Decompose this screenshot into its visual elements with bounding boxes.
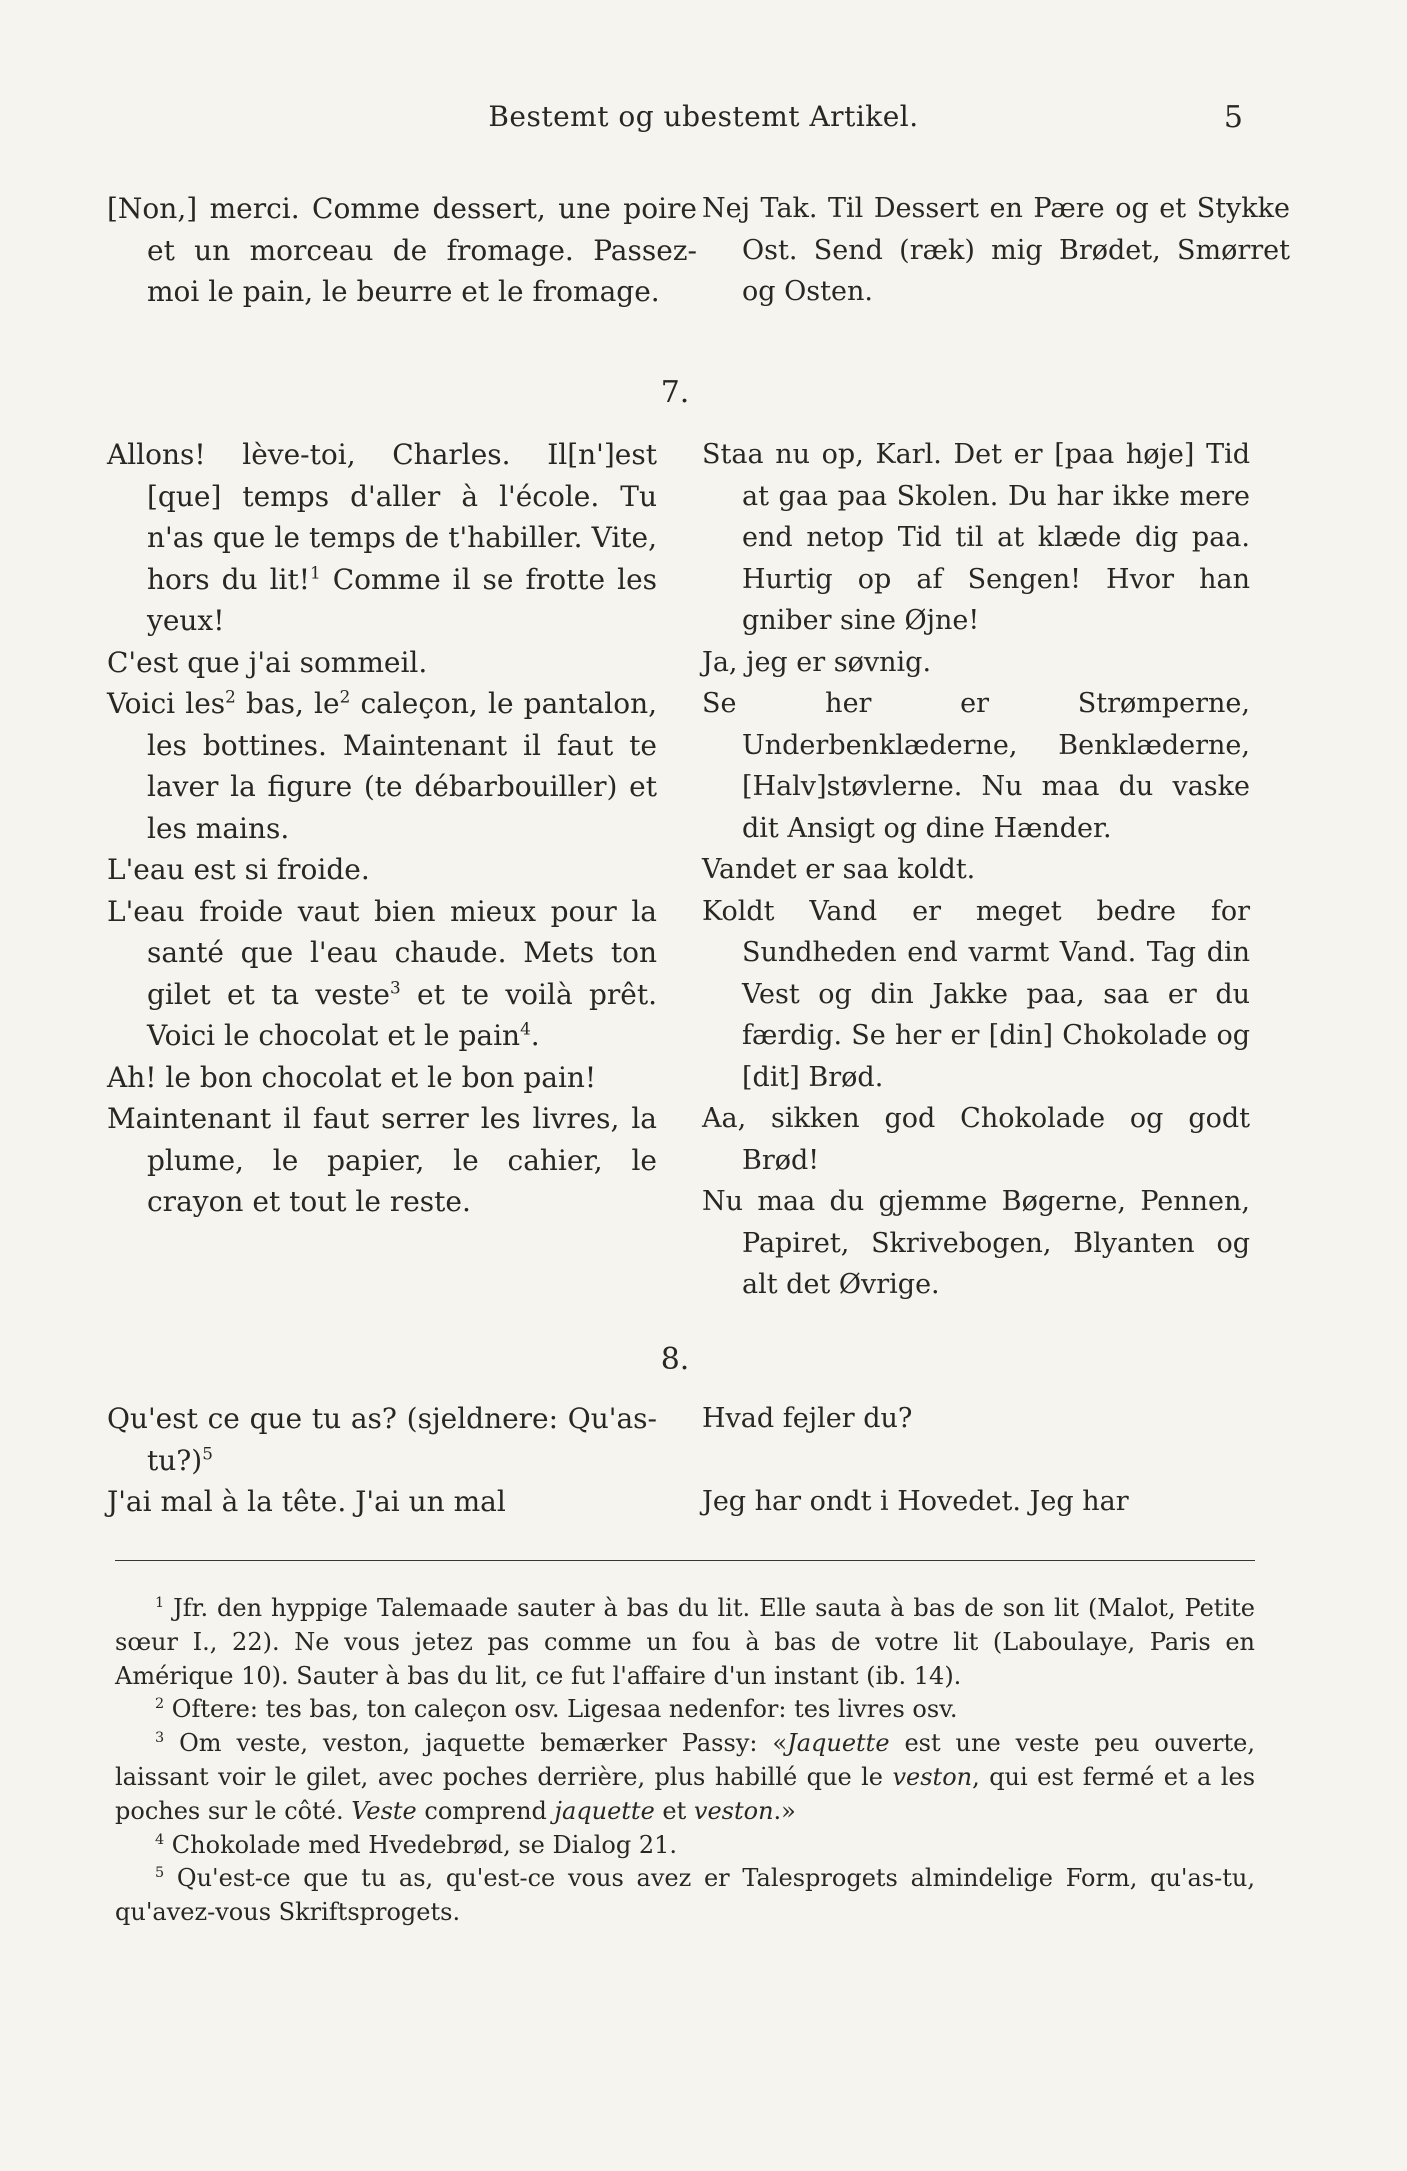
french-column xyxy=(107,434,657,1223)
french-text: [Non,] merci. Comme dessert, une poire et un morceau de fromage. Passez-moi le pain, le beurre et le fromage. xyxy=(107,192,697,308)
french-line: caleçon, le pantalon, les bottines. Maintenant il faut te laver la figure (te débarbouiller) et les mains. xyxy=(147,687,658,845)
footnote-text: .» xyxy=(773,1796,796,1825)
footnote-number: 2 xyxy=(155,1696,165,1713)
danish-entry: Se her er Strømperne, Underbenklæderne, Benklæderne, [Halv]støvlerne. Nu maa du vaske dit Ansigt og dine Hænder. xyxy=(702,688,1250,844)
page-header xyxy=(0,100,1407,140)
danish-text: Nej Tak. Til Dessert en Pære og et Stykke Ost. Send (ræk) mig Brødet, Smørret og Osten. xyxy=(702,193,1290,307)
danish-entry: Aa, sikken god Chokolade og godt Brød! xyxy=(702,1103,1250,1176)
footnote-number: 3 xyxy=(155,1730,165,1747)
footnote-ref: 1 xyxy=(310,562,321,583)
footnote-text: Oftere: tes bas, ton caleçon osv. Ligesaa nedenfor: tes livres osv. xyxy=(171,1695,958,1724)
footnote-italic: veston xyxy=(693,1796,774,1825)
footnote-italic: veston xyxy=(892,1762,973,1791)
french-entry: L'eau est si froide. xyxy=(107,853,370,886)
footnote-2 xyxy=(115,1693,1255,1727)
danish-column xyxy=(702,1398,1250,1523)
footnote-number: 1 xyxy=(155,1595,165,1611)
footnote-text: Jfr. den hyppige Talemaade sauter à bas du lit. Elle sauta à bas de son lit (Malot, Petite sœur I., 22). Ne vous jetez pas comme un fou à bas de votre lit (Laboulaye, Paris en Amérique 10). Sauter à bas du lit, ce fut l'affaire d'un instant (ib. 14). xyxy=(115,1594,1255,1690)
danish-entry: Hvad fejler du? xyxy=(702,1403,913,1434)
footnote-ref: 2 xyxy=(225,686,236,707)
footnote-1 xyxy=(115,1592,1255,1693)
footnote-italic: Jaquette xyxy=(787,1729,890,1758)
french-entry: C'est que j'ai sommeil. xyxy=(107,645,428,679)
footnote-number: 5 xyxy=(155,1865,165,1882)
footnote-3 xyxy=(115,1727,1255,1828)
footnote-text: , qui est fermé et a les poches sur le côté. xyxy=(115,1762,1256,1825)
footnotes xyxy=(115,1592,1255,1930)
french-entry: J'ai mal à la tête. J'ai un mal xyxy=(107,1485,506,1518)
footnote-text: Qu'est-ce que tu as, qu'est-ce vous avez er Talesprogets almindelige Form, qu'as-tu, qu'avez-vous Skriftsprogets. xyxy=(115,1864,1255,1927)
french-entry: Maintenant il faut serrer les livres, la plume, le papier, le cahier, le crayon et tout le reste. xyxy=(107,1102,657,1218)
footnote-text: et xyxy=(654,1796,694,1825)
danish-entry: Vandet er saa koldt. xyxy=(702,854,976,885)
french-line: Qu'est ce que tu as? (sjeldnere: Qu'as-tu?) xyxy=(107,1402,657,1477)
french-line: Allons! lève-toi, Charles. Il[n']est [que] temps d'aller à l'école. Tu n'as que le temps de t'habiller. Vite, hors du lit! xyxy=(107,438,657,596)
footnote-number: 4 xyxy=(155,1831,165,1848)
french-entry xyxy=(107,434,657,642)
french-line: Voici les xyxy=(107,687,226,720)
footnote-italic: jaquette xyxy=(554,1796,655,1825)
footnote-ref: 5 xyxy=(202,1443,213,1464)
french-entry xyxy=(107,1398,657,1481)
section-number-7: 7. xyxy=(660,375,690,410)
french-line: . xyxy=(530,1019,540,1052)
section-number-8: 8. xyxy=(660,1342,690,1377)
danish-entry: Nu maa du gjemme Bøgerne, Pennen, Papiret, Skrivebogen, Blyanten og alt det Øvrige. xyxy=(702,1186,1250,1300)
footnote-ref: 3 xyxy=(390,977,401,998)
footnote-ref: 4 xyxy=(520,1018,531,1039)
footnote-italic: Veste xyxy=(351,1796,417,1825)
danish-entry: Ja, jeg er søvnig. xyxy=(702,646,932,678)
french-line: bas, le xyxy=(246,687,340,720)
footnote-text: comprend xyxy=(416,1796,555,1825)
danish-column xyxy=(702,434,1250,1306)
french-entry: Ah! le bon chocolat et le bon pain! xyxy=(107,1060,597,1094)
danish-entry: Koldt Vand er meget bedre for Sundheden end varmt Vand. Tag din Vest og din Jakke paa, saa er du færdig. Se her er [din] Chokolade og [dit] Brød. xyxy=(702,895,1250,1093)
footnote-text: Om veste, veston, jaquette bemærker Passy: « xyxy=(179,1729,788,1758)
footnote-divider xyxy=(115,1560,1255,1561)
footnote-ref: 2 xyxy=(339,686,351,707)
french-line: Comme il se frotte les yeux! xyxy=(147,562,658,637)
running-head: Bestemt og ubestemt Artikel. xyxy=(488,100,919,133)
french-line: L'eau froide vaut bien mieux pour la santé que l'eau chaude. Mets ton gilet et ta veste xyxy=(107,894,657,1011)
danish-entry: Staa nu op, Karl. Det er [paa høje] Tid at gaa paa Skolen. Du har ikke mere end netop Tid til at klæde dig paa. Hurtig op af Sengen! Hvor han gniber sine Øjne! xyxy=(702,439,1250,636)
french-entry xyxy=(107,891,657,1057)
footnote-text: Chokolade med Hvedebrød, se Dialog 21. xyxy=(171,1830,678,1859)
french-line: et te voilà prêt. Voici le chocolat et le pain xyxy=(147,977,658,1052)
footnote-5 xyxy=(115,1862,1255,1930)
footnote-text: est une veste peu ouverte, laissant voir le gilet, avec poches derrière, plus habillé que le xyxy=(115,1729,1256,1791)
french-column xyxy=(107,1398,657,1523)
french-entry xyxy=(107,683,657,849)
page-number: 5 xyxy=(1223,100,1243,135)
footnote-4 xyxy=(115,1829,1255,1863)
danish-entry: Jeg har ondt i Hovedet. Jeg har xyxy=(702,1486,1129,1517)
